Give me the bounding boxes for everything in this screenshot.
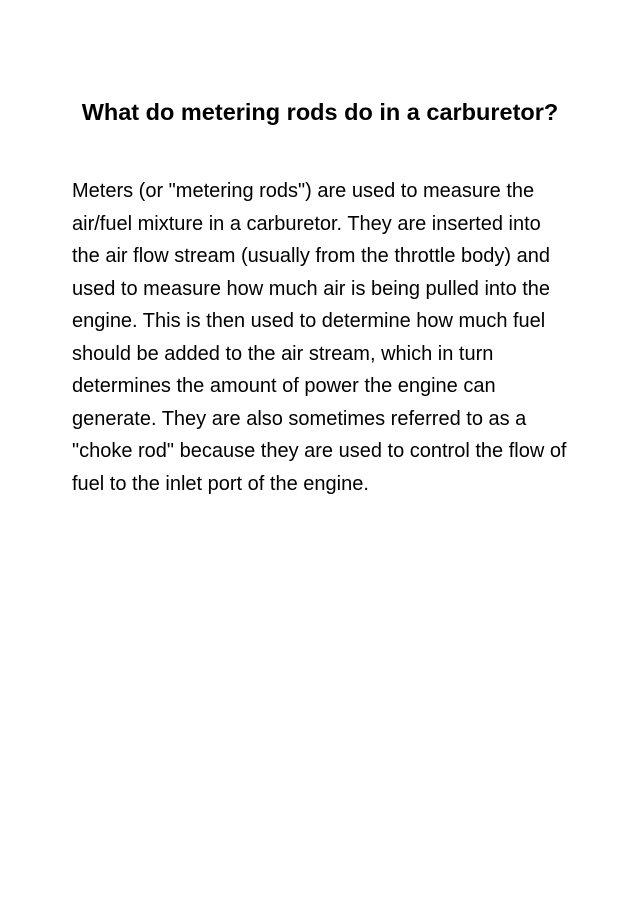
document-title: What do metering rods do in a carburetor? xyxy=(81,99,559,125)
document-body-paragraph: Meters (or "metering rods") are used to measure the air/fuel mixture in a carburetor. They are inserted into the air flow stream (usually from the throttle body) and used to measure how much air is being pulled into the engine. This is then used to determine how much fuel should be added to the air stream, which in turn determines the amount of power the engine can generate. They are also sometimes referred to as a "choke rod" because they are used to control the flow of fuel to the inlet port of the engine. xyxy=(72,180,567,495)
